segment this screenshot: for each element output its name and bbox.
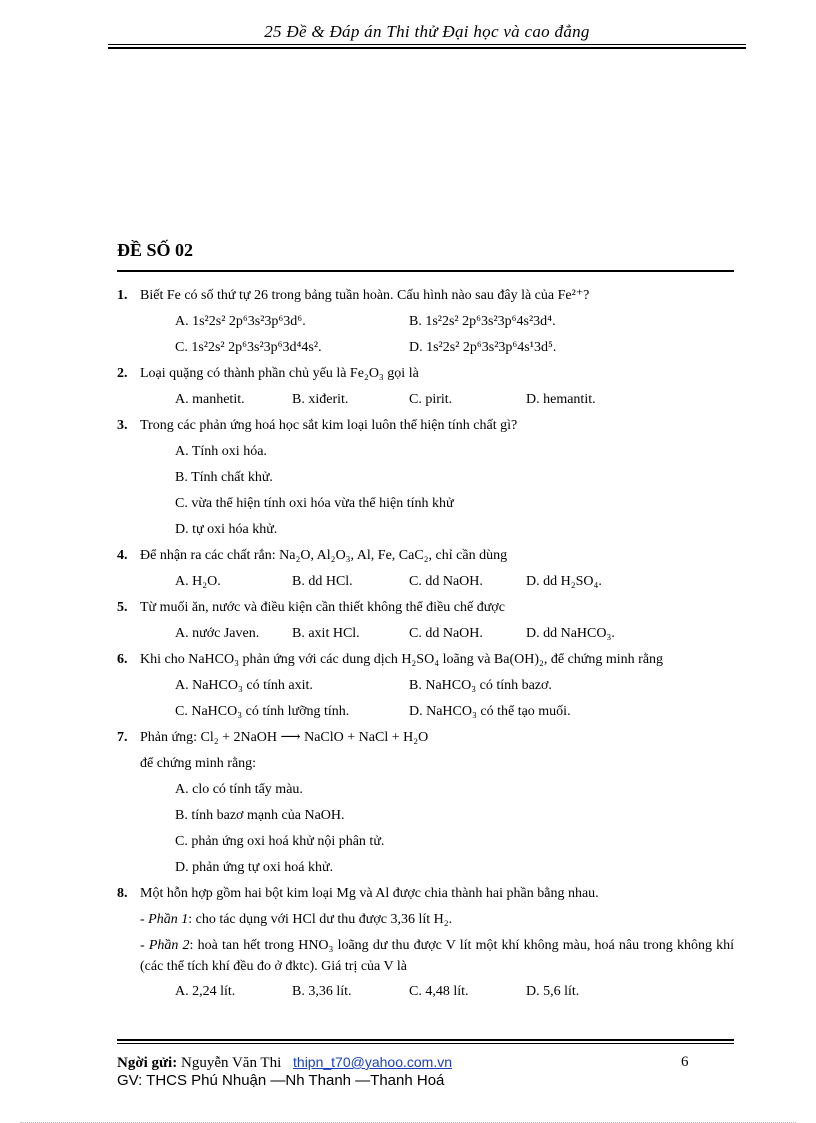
option-c: C. NaHCO₃ có tính lưỡng tính.: [175, 704, 350, 719]
option-d: D. 1s²2s² 2p⁶3s²3p⁶4s¹3d⁵.: [409, 340, 557, 355]
part-2-label: - Phần 2: [140, 938, 190, 953]
footer-sender: [117, 1054, 452, 1072]
question-6: [117, 647, 734, 725]
option-b: B. 3,36 lít.: [292, 984, 352, 999]
footer-rule-thick: [117, 1039, 734, 1041]
footer-school: GV: THCS Phú Nhuận —Nh Thanh —Thanh Hoá: [117, 1072, 445, 1089]
answer-options: [117, 309, 734, 361]
title-rule: [117, 270, 734, 272]
option-d: D. dd NaHCO₃.: [526, 626, 615, 641]
question-text: Khi cho NaHCO₃ phản ứng với các dung dịch H₂SO₄ loãng và Ba(OH)₂, để chứng minh rằng: [140, 652, 664, 667]
option-d: D. NaHCO₃ có thể tạo muối.: [409, 704, 571, 719]
answer-options: [117, 387, 734, 413]
answer-options: [117, 673, 734, 725]
option-c: C. pirit.: [409, 392, 453, 407]
option-b: B. 1s²2s² 2p⁶3s²3p⁶4s²3d⁴.: [409, 314, 556, 329]
question-text: Biết Fe có số thứ tự 26 trong bảng tuần hoàn. Cấu hình nào sau đây là của Fe²⁺?: [140, 288, 590, 303]
option-b: B. Tính chất khử.: [175, 470, 273, 485]
option-a: A. manhetit.: [175, 392, 245, 407]
email-link[interactable]: thipn_t70@yahoo.com.vn: [293, 1054, 452, 1070]
answer-options: [117, 439, 734, 543]
question-2: [117, 361, 734, 413]
part-1-text: : cho tác dụng với HCl dư thu được 3,36 lít H₂.: [188, 912, 453, 927]
option-a: A. Tính oxi hóa.: [175, 444, 267, 459]
option-a: A. 2,24 lít.: [175, 984, 236, 999]
option-d: D. tự oxi hóa khử.: [175, 522, 278, 537]
exam-title: ĐỀ SỐ 02: [117, 240, 194, 260]
question-number: 3.: [117, 418, 128, 433]
question-text: Trong các phản ứng hoá học sắt kim loại luôn thể hiện tính chất gì?: [140, 418, 518, 433]
question-number: 7.: [117, 730, 128, 745]
sender-label: Ngời gửi:: [117, 1055, 178, 1071]
option-d: D. 5,6 lít.: [526, 984, 580, 999]
option-c: C. vừa thể hiện tính oxi hóa vừa thể hiện tính khử: [175, 496, 454, 511]
question-5: [117, 595, 734, 647]
question-text: Loại quặng có thành phần chủ yếu là Fe₂O₃ gọi là: [140, 366, 419, 381]
answer-options: [117, 777, 734, 881]
answer-options: [117, 621, 734, 647]
option-b: B. NaHCO₃ có tính bazơ.: [409, 678, 552, 693]
option-a: A. clo có tính tẩy màu.: [175, 782, 303, 797]
question-3: [117, 413, 734, 543]
option-a: A. H₂O.: [175, 574, 221, 589]
answer-options: [117, 569, 734, 595]
header-rule-thick: [108, 47, 746, 49]
option-a: A. NaHCO₃ có tính axit.: [175, 678, 313, 693]
option-b: B. axit HCl.: [292, 626, 360, 641]
page-number: 6: [681, 1054, 689, 1070]
question-number: 8.: [117, 886, 128, 901]
question-text: Từ muối ăn, nước và điều kiện cần thiết không thể điều chế được: [140, 600, 505, 615]
part-1: [117, 907, 734, 933]
option-a: A. 1s²2s² 2p⁶3s²3p⁶3d⁶.: [175, 314, 306, 329]
part-2: [117, 933, 734, 979]
question-number: 1.: [117, 288, 128, 303]
option-c: C. 4,48 lít.: [409, 984, 469, 999]
question-text: để chứng minh rằng:: [140, 756, 257, 771]
option-b: B. xiđerit.: [292, 392, 349, 407]
option-a: A. nước Javen.: [175, 626, 260, 641]
sender-name: Nguyễn Văn Thi: [180, 1055, 282, 1071]
part-1-label: - Phần 1: [140, 912, 189, 927]
question-1: [117, 283, 734, 361]
question-4: [117, 543, 734, 595]
footer-rule: [117, 1043, 734, 1044]
question-7: [117, 725, 734, 881]
running-header: 25 Đề & Đáp án Thi thử Đại học và cao đẳng: [264, 22, 590, 41]
option-c: C. dd NaOH.: [409, 574, 483, 589]
question-number: 4.: [117, 548, 128, 563]
option-c: C. phản ứng oxi hoá khử nội phân tử.: [175, 834, 385, 849]
header-rule: [108, 44, 746, 45]
reaction-equation: Phản ứng: Cl₂ + 2NaOH ⟶ NaClO + NaCl + H₂O: [140, 730, 429, 745]
question-number: 6.: [117, 652, 128, 667]
question-text: Để nhận ra các chất rắn: Na₂O, Al₂O₃, Al, Fe, CaC₂, chỉ cần dùng: [140, 548, 508, 563]
option-d: D. phản ứng tự oxi hoá khử.: [175, 860, 334, 875]
question-list: [117, 283, 734, 1005]
question-number: 5.: [117, 600, 128, 615]
option-c: C. 1s²2s² 2p⁶3s²3p⁶3d⁴4s².: [175, 340, 322, 355]
option-c: C. dd NaOH.: [409, 626, 483, 641]
option-d: D. hemantit.: [526, 392, 596, 407]
question-text: Một hỗn hợp gồm hai bột kim loại Mg và Al được chia thành hai phần bằng nhau.: [140, 886, 599, 901]
option-b: B. tính bazơ mạnh của NaOH.: [175, 808, 345, 823]
question-number: 2.: [117, 366, 128, 381]
option-d: D. dd H₂SO₄.: [526, 574, 602, 589]
answer-options: [117, 979, 734, 1005]
question-8: [117, 881, 734, 1005]
part-2-text: : hoà tan hết trong HNO₃ loãng dư thu được V lít một khí không màu, hoá nâu trong không khí (các thể tích khí đều đo ở đktc). Giá trị của V là: [140, 938, 735, 974]
option-b: B. dd HCl.: [292, 574, 353, 589]
